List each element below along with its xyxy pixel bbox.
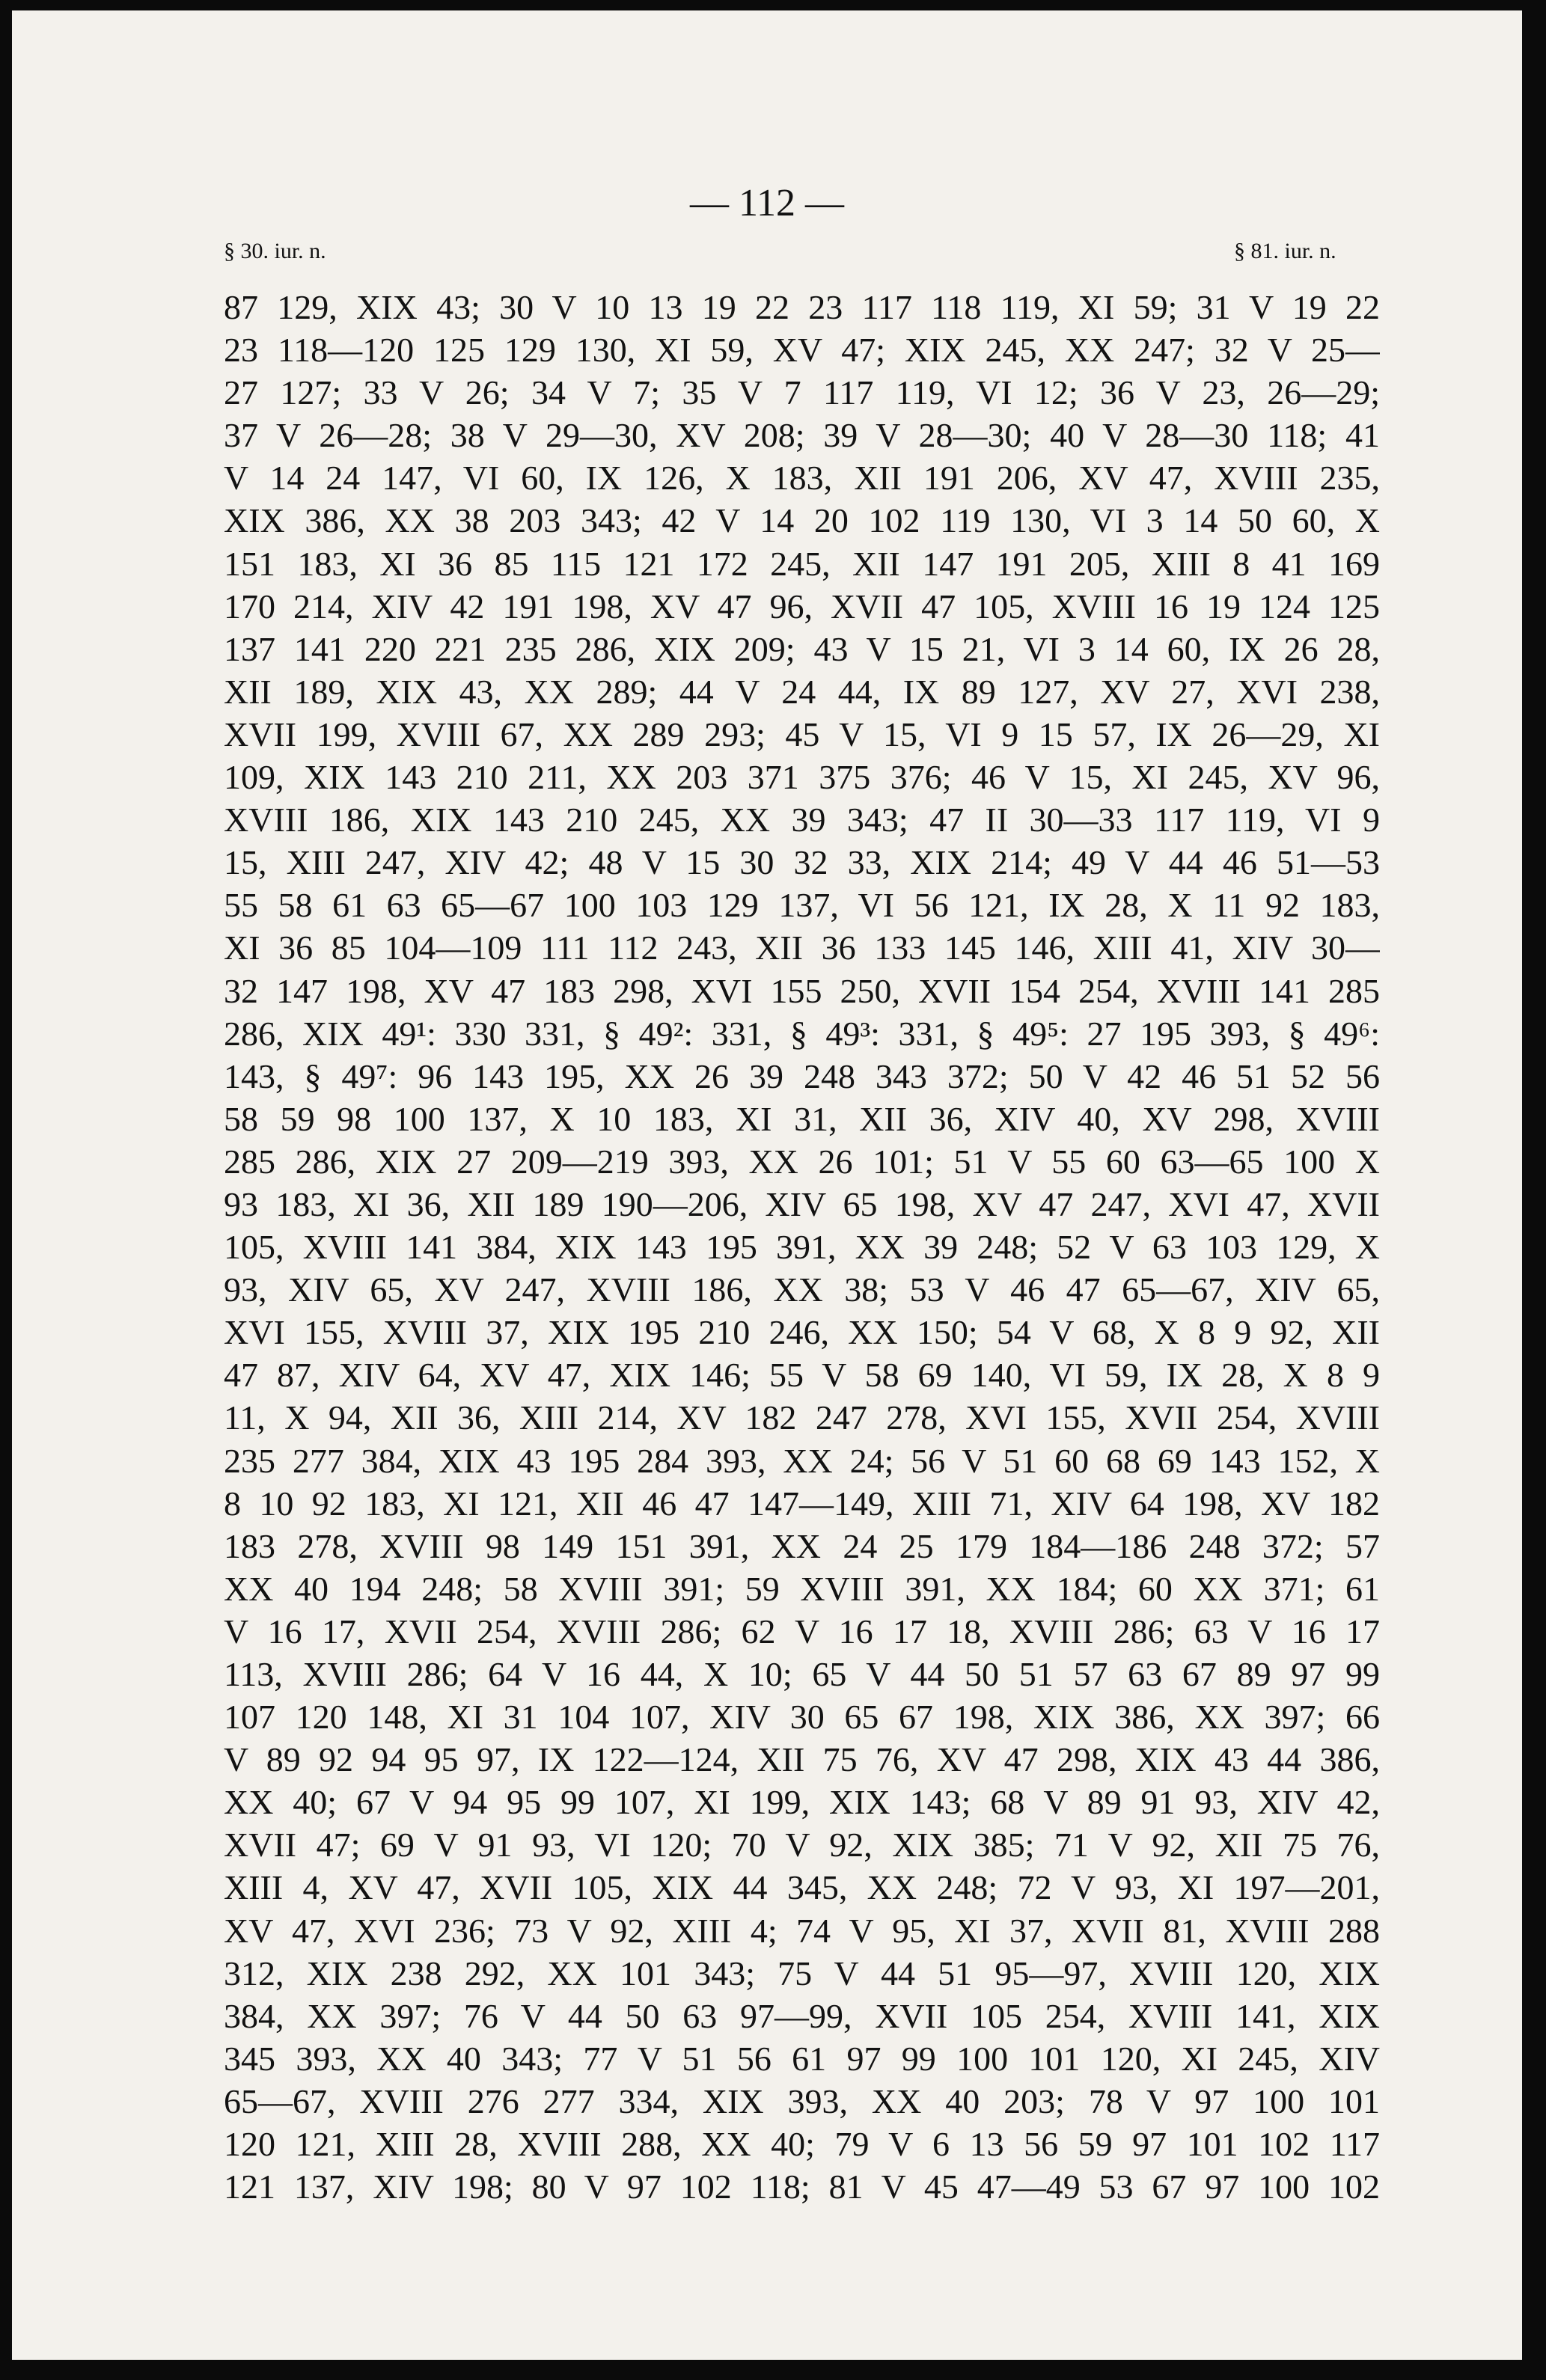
text-line: XVII 199, XVIII 67, XX 289 293; 45 V 15, VI 9 15 57, IX 26—29, XI xyxy=(224,715,1380,753)
text-line: XX 40; 67 V 94 95 99 107, XI 199, XIX 143; 68 V 89 91 93, XIV 42, xyxy=(224,1783,1380,1822)
text-line: 8 10 92 183, XI 121, XII 46 47 147—149, XIII 71, XIV 64 198, XV 182 xyxy=(224,1484,1380,1523)
text-line: 151 183, XI 36 85 115 121 172 245, XII 147 191 205, XIII 8 41 169 xyxy=(224,544,1380,583)
text-line: XVII 47; 69 V 91 93, VI 120; 70 V 92, XIX 385; 71 V 92, XII 75 76, xyxy=(224,1826,1380,1864)
text-line: 285 286, XIX 27 209—219 393, XX 26 101; 51 V 55 60 63—65 100 X xyxy=(224,1142,1380,1181)
text-line: 11, X 94, XII 36, XIII 214, XV 182 247 278, XVI 155, XVII 254, XVIII xyxy=(224,1398,1380,1437)
text-line: 37 V 26—28; 38 V 29—30, XV 208; 39 V 28—30; 40 V 28—30 118; 41 xyxy=(224,416,1380,455)
text-line: 87 129, XIX 43; 30 V 10 13 19 22 23 117 118 119, XI 59; 31 V 19 22 xyxy=(224,288,1380,326)
text-line: XX 40 194 248; 58 XVIII 391; 59 XVIII 391, XX 184; 60 XX 371; 61 xyxy=(224,1569,1380,1608)
text-line: 345 393, XX 40 343; 77 V 51 56 61 97 99 100 101 120, XI 245, XIV xyxy=(224,2039,1380,2078)
text-line: 107 120 148, XI 31 104 107, XIV 30 65 67 198, XIX 386, XX 397; 66 xyxy=(224,1698,1380,1737)
text-line: V 16 17, XVII 254, XVIII 286; 62 V 16 17 18, XVIII 286; 63 V 16 17 xyxy=(224,1612,1380,1651)
text-line: XIX 386, XX 38 203 343; 42 V 14 20 102 119 130, VI 3 14 50 60, X xyxy=(224,501,1380,540)
text-line: 27 127; 33 V 26; 34 V 7; 35 V 7 117 119, VI 12; 36 V 23, 26—29; xyxy=(224,373,1380,412)
text-line: 105, XVIII 141 384, XIX 143 195 391, XX 39 248; 52 V 63 103 129, X xyxy=(224,1228,1380,1267)
text-line: XIII 4, XV 47, XVII 105, XIX 44 345, XX 248; 72 V 93, XI 197—201, xyxy=(224,1868,1380,1907)
text-line: 286, XIX 49¹: 330 331, § 49²: 331, § 49³: 331, § 49⁵: 27 195 393, § 49⁶: xyxy=(224,1014,1380,1053)
text-line: XVI 155, XVIII 37, XIX 195 210 246, XX 150; 54 V 68, X 8 9 92, XII xyxy=(224,1313,1380,1352)
text-line: 121 137, XIV 198; 80 V 97 102 118; 81 V 45 47—49 53 67 97 100 102 xyxy=(224,2168,1380,2206)
text-line: 93, XIV 65, XV 247, XVIII 186, XX 38; 53 V 46 47 65—67, XIV 65, xyxy=(224,1270,1380,1309)
text-line: XI 36 85 104—109 111 112 243, XII 36 133 145 146, XIII 41, XIV 30— xyxy=(224,929,1380,967)
page-number: — 112 — xyxy=(689,182,845,224)
text-line: XII 189, XIX 43, XX 289; 44 V 24 44, IX 89 127, XV 27, XVI 238, xyxy=(224,672,1380,711)
text-line: 170 214, XIV 42 191 198, XV 47 96, XVII 47 105, XVIII 16 19 124 125 xyxy=(224,587,1380,625)
book-page xyxy=(12,10,1522,2360)
text-line: V 89 92 94 95 97, IX 122—124, XII 75 76, XV 47 298, XIX 43 44 386, xyxy=(224,1740,1380,1779)
text-line: XVIII 186, XIX 143 210 245, XX 39 343; 47 II 30—33 117 119, VI 9 xyxy=(224,801,1380,839)
text-line: 58 59 98 100 137, X 10 183, XI 31, XII 36, XIV 40, XV 298, XVIII xyxy=(224,1099,1380,1138)
text-line: 109, XIX 143 210 211, XX 203 371 375 376; 46 V 15, XI 245, XV 96, xyxy=(224,758,1380,797)
text-line: 93 183, XI 36, XII 189 190—206, XIV 65 198, XV 47 247, XVI 47, XVII xyxy=(224,1184,1380,1223)
text-line: 15, XIII 247, XIV 42; 48 V 15 30 32 33, XIX 214; 49 V 44 46 51—53 xyxy=(224,843,1380,882)
text-line: 113, XVIII 286; 64 V 16 44, X 10; 65 V 44 50 51 57 63 67 89 97 99 xyxy=(224,1655,1380,1693)
text-line xyxy=(224,2208,1380,2251)
text-line: 143, § 49⁷: 96 143 195, XX 26 39 248 343 372; 50 V 42 46 51 52 56 xyxy=(224,1056,1380,1095)
text-line: 65—67, XVIII 276 277 334, XIX 393, XX 40 203; 78 V 97 100 101 xyxy=(224,2081,1380,2120)
running-head-right: § 81. iur. n. xyxy=(1234,239,1336,263)
text-line: 47 87, XIV 64, XV 47, XIX 146; 55 V 58 69 140, VI 59, IX 28, X 8 9 xyxy=(224,1356,1380,1395)
text-line: V 14 24 147, VI 60, IX 126, X 183, XII 191 206, XV 47, XVIII 235, xyxy=(224,459,1380,498)
index-text xyxy=(224,286,1380,2251)
text-line: 312, XIX 238 292, XX 101 343; 75 V 44 51 95—97, XVIII 120, XIX xyxy=(224,1954,1380,1992)
text-line: 137 141 220 221 235 286, XIX 209; 43 V 15 21, VI 3 14 60, IX 26 28, xyxy=(224,629,1380,668)
text-line: XV 47, XVI 236; 73 V 92, XIII 4; 74 V 95, XI 37, XVII 81, XVIII 288 xyxy=(224,1911,1380,1950)
text-line: 55 58 61 63 65—67 100 103 129 137, VI 56 121, IX 28, X 11 92 183, xyxy=(224,886,1380,925)
text-line: 235 277 384, XIX 43 195 284 393, XX 24; 56 V 51 60 68 69 143 152, X xyxy=(224,1441,1380,1480)
running-head-left: § 30. iur. n. xyxy=(224,239,326,263)
text-line: 183 278, XVIII 98 149 151 391, XX 24 25 179 184—186 248 372; 57 xyxy=(224,1526,1380,1565)
text-line: 23 118—120 125 129 130, XI 59, XV 47; XIX 245, XX 247; 32 V 25— xyxy=(224,331,1380,370)
text-line: 120 121, XIII 28, XVIII 288, XX 40; 79 V 6 13 56 59 97 101 102 117 xyxy=(224,2125,1380,2164)
text-line: 32 147 198, XV 47 183 298, XVI 155 250, XVII 154 254, XVIII 141 285 xyxy=(224,971,1380,1010)
text-line: 384, XX 397; 76 V 44 50 63 97—99, XVII 105 254, XVIII 141, XIX xyxy=(224,1996,1380,2035)
